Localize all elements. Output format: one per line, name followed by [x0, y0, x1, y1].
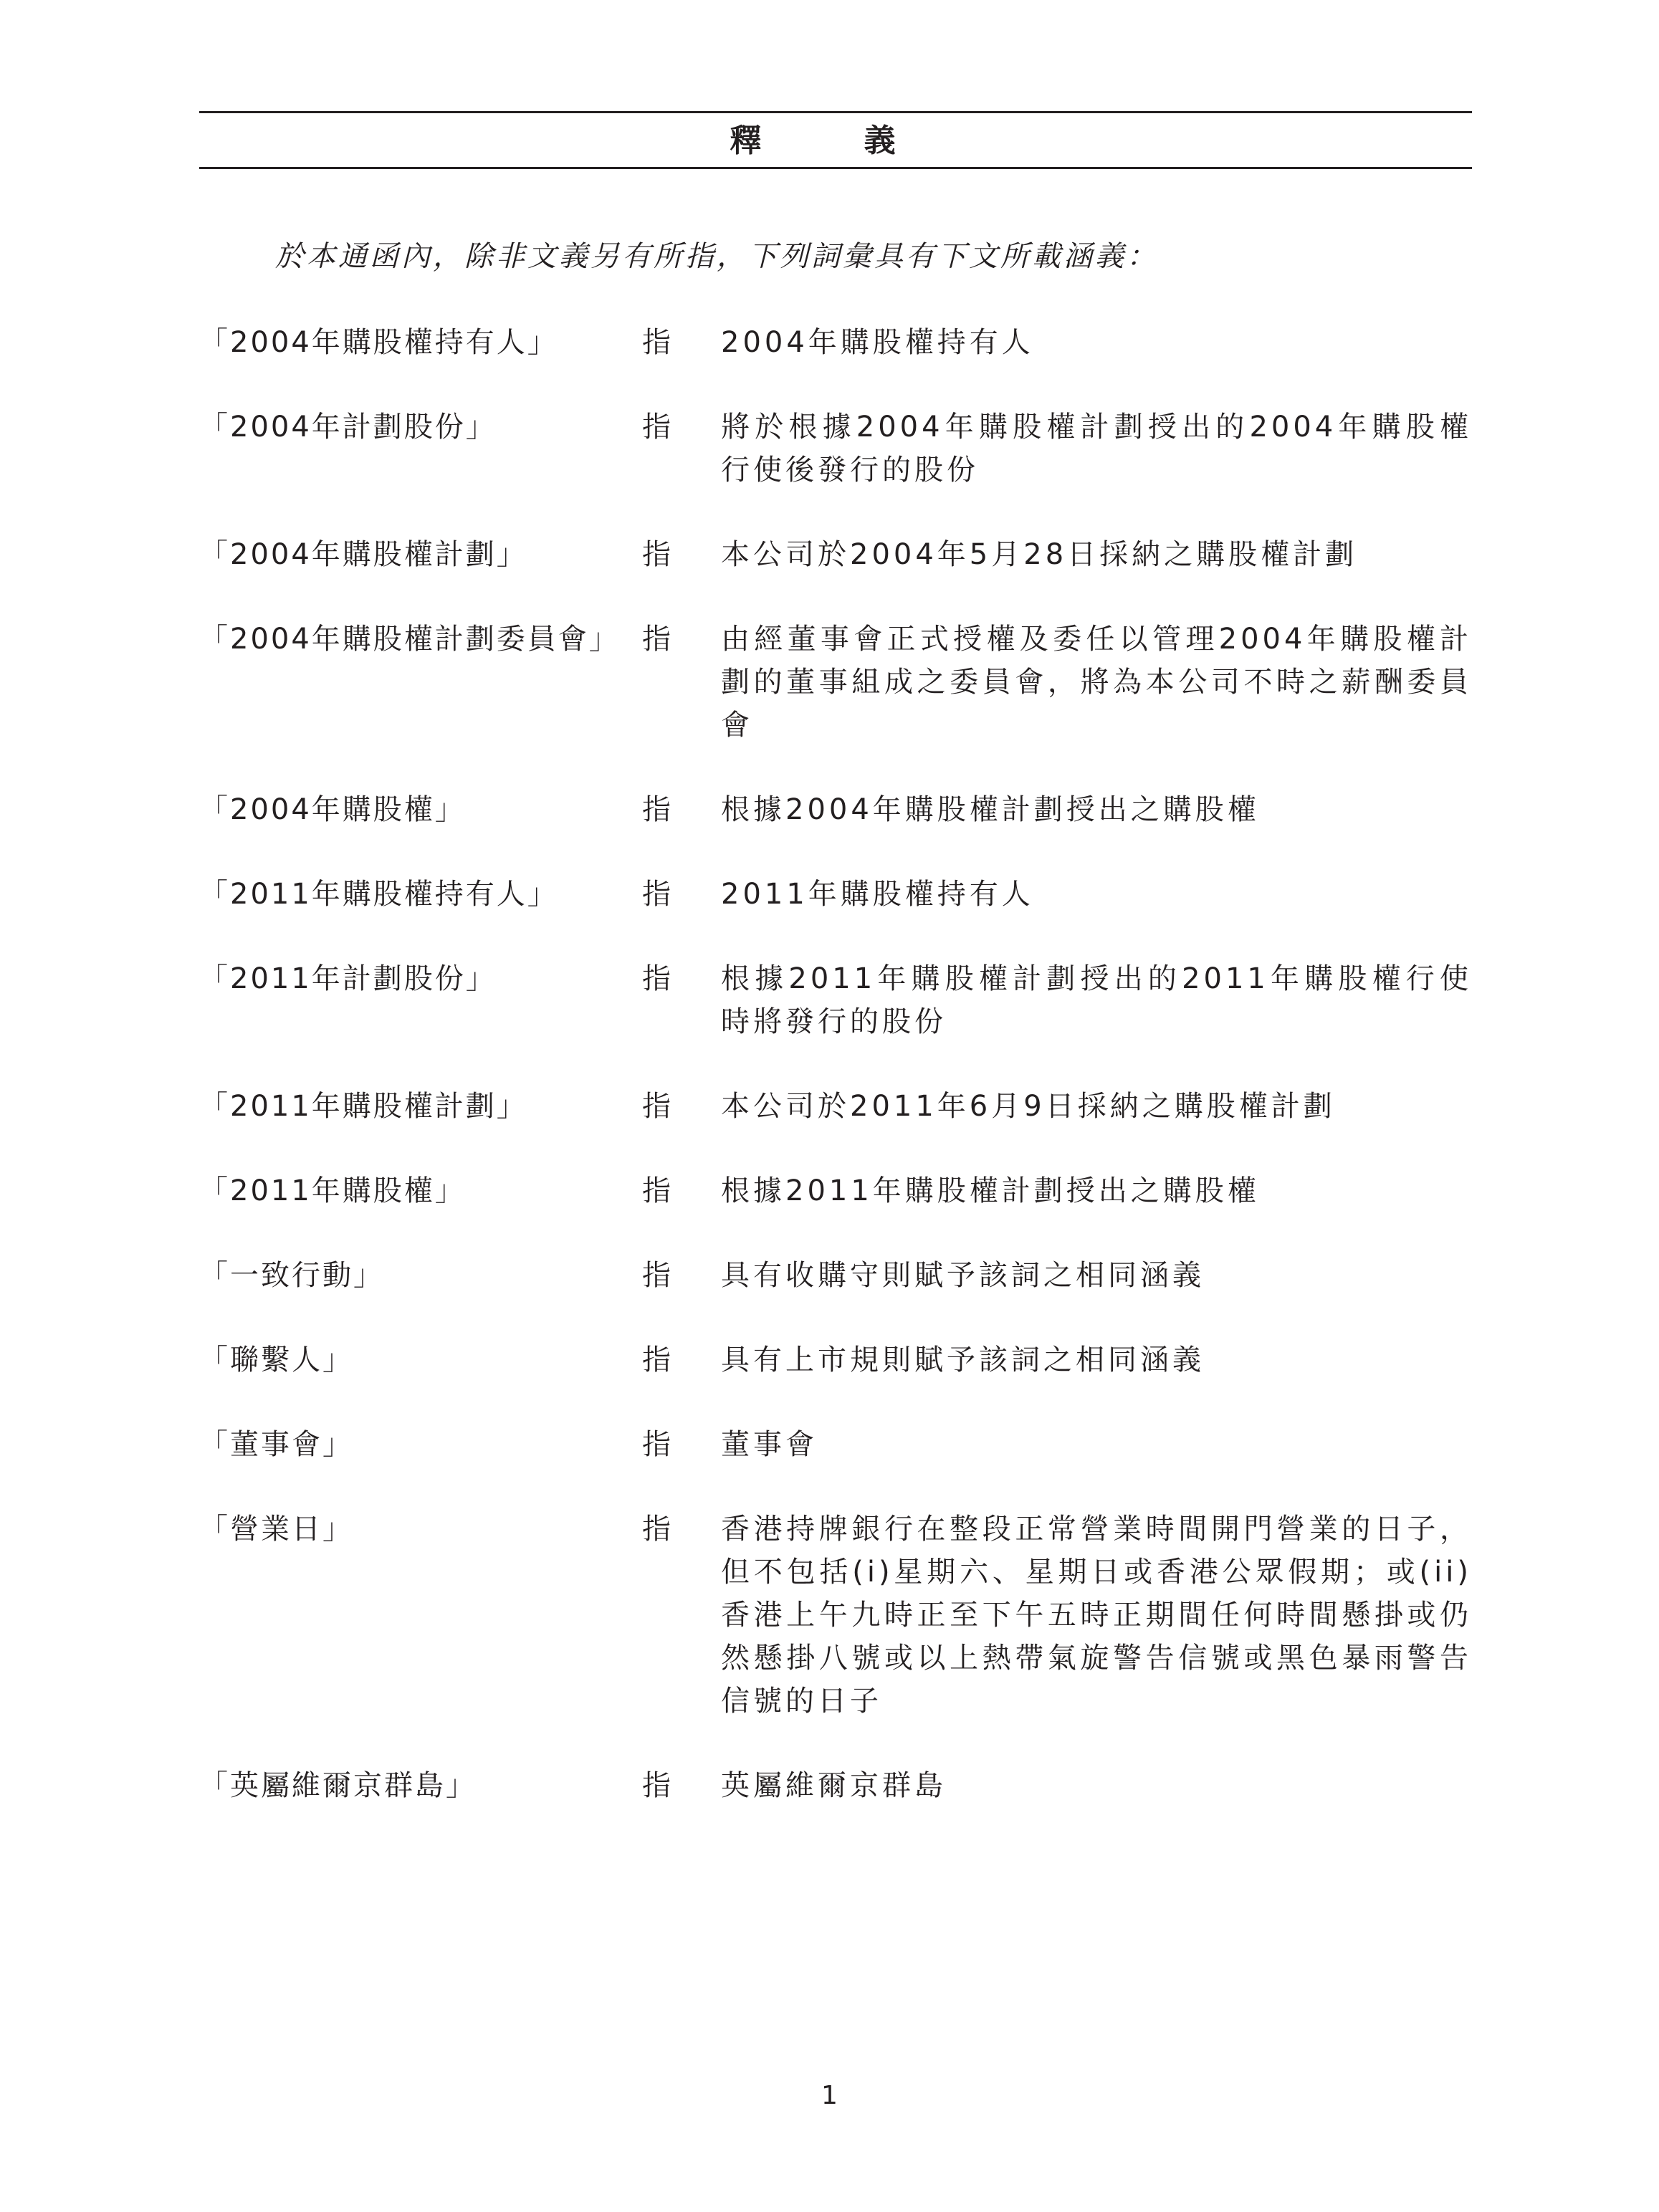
definition-refer: 指 — [642, 538, 671, 571]
definition-term: 「2004年購股權持有人」 — [199, 326, 558, 359]
definition-meaning: 香港持牌銀行在整段正常營業時間開門營業的日子，但不包括(i)星期六、星期日或香港公眾假期；或(ii)香港上午九時正至下午五時正期間任何時間懸掛或仍然懸掛八號或以上熱帶氣旋警告信號或黑色暴雨警告信號的日子 — [721, 1513, 1472, 1718]
definition-refer: 指 — [642, 793, 671, 826]
definition-row — [199, 788, 1472, 831]
definitions-list — [199, 321, 1472, 1849]
definition-meaning: 根據2004年購股權計劃授出之購股權 — [721, 793, 1260, 826]
definition-row — [199, 873, 1472, 916]
definition-refer: 指 — [642, 878, 671, 911]
definition-term: 「2004年購股權計劃委員會」 — [199, 623, 620, 656]
definition-row — [199, 618, 1472, 747]
definition-row — [199, 1764, 1472, 1807]
definition-meaning: 董事會 — [721, 1428, 818, 1461]
definition-term: 「英屬維爾京群島」 — [199, 1769, 477, 1802]
definition-refer: 指 — [642, 1090, 671, 1123]
definition-meaning: 將於根據2004年購股權計劃授出的2004年購股權行使後發行的股份 — [721, 411, 1472, 487]
definition-row — [199, 957, 1472, 1043]
definition-meaning: 本公司於2011年6月9日採納之購股權計劃 — [721, 1090, 1336, 1123]
definition-term: 「2011年購股權計劃」 — [199, 1090, 527, 1123]
definition-row — [199, 1339, 1472, 1382]
definition-refer: 指 — [642, 962, 671, 995]
definition-term: 「2011年計劃股份」 — [199, 962, 497, 995]
definition-refer: 指 — [642, 1174, 671, 1207]
definition-row — [199, 1508, 1472, 1723]
definition-refer: 指 — [642, 1344, 671, 1376]
definition-refer: 指 — [642, 1428, 671, 1461]
definition-term: 「聯繫人」 — [199, 1344, 353, 1376]
definition-row — [199, 1085, 1472, 1128]
definition-refer: 指 — [642, 1769, 671, 1802]
definition-term: 「營業日」 — [199, 1513, 353, 1546]
definition-refer: 指 — [642, 1259, 671, 1292]
definition-term: 「2011年購股權」 — [199, 1174, 466, 1207]
definition-meaning: 根據2011年購股權計劃授出之購股權 — [721, 1174, 1260, 1207]
definition-refer: 指 — [642, 411, 671, 444]
definition-term: 「2004年購股權計劃」 — [199, 538, 527, 571]
definition-refer: 指 — [642, 326, 671, 359]
definition-refer: 指 — [642, 623, 671, 656]
definition-meaning: 根據2011年購股權計劃授出的2011年購股權行使時將發行的股份 — [721, 962, 1472, 1038]
definition-meaning: 2011年購股權持有人 — [721, 878, 1034, 911]
definition-term: 「一致行動」 — [199, 1259, 384, 1292]
header-rule-top — [199, 111, 1472, 113]
definition-refer: 指 — [642, 1513, 671, 1546]
definition-row — [199, 321, 1472, 364]
definition-meaning: 本公司於2004年5月28日採納之購股權計劃 — [721, 538, 1358, 571]
definition-term: 「董事會」 — [199, 1428, 353, 1461]
definition-meaning: 由經董事會正式授權及委任以管理2004年購股權計劃的董事組成之委員會，將為本公司不時之薪酬委員會 — [721, 623, 1472, 742]
page-number: 1 — [821, 2081, 838, 2110]
definition-term: 「2004年購股權」 — [199, 793, 466, 826]
definition-row — [199, 1254, 1472, 1297]
definition-row — [199, 533, 1472, 576]
definition-term: 「2004年計劃股份」 — [199, 411, 497, 444]
definition-meaning: 英屬維爾京群島 — [721, 1769, 947, 1802]
page-title: 釋 義 — [730, 123, 942, 159]
definition-meaning: 2004年購股權持有人 — [721, 326, 1034, 359]
definition-meaning: 具有上市規則賦予該詞之相同涵義 — [721, 1344, 1205, 1376]
definition-row — [199, 1423, 1472, 1466]
intro-paragraph: 於本通函內，除非文義另有所指，下列詞彙具有下文所載涵義： — [275, 240, 1158, 273]
definition-row — [199, 1169, 1472, 1212]
header-rule-bottom — [199, 167, 1472, 169]
definition-row — [199, 406, 1472, 492]
definition-meaning: 具有收購守則賦予該詞之相同涵義 — [721, 1259, 1205, 1292]
definition-term: 「2011年購股權持有人」 — [199, 878, 558, 911]
